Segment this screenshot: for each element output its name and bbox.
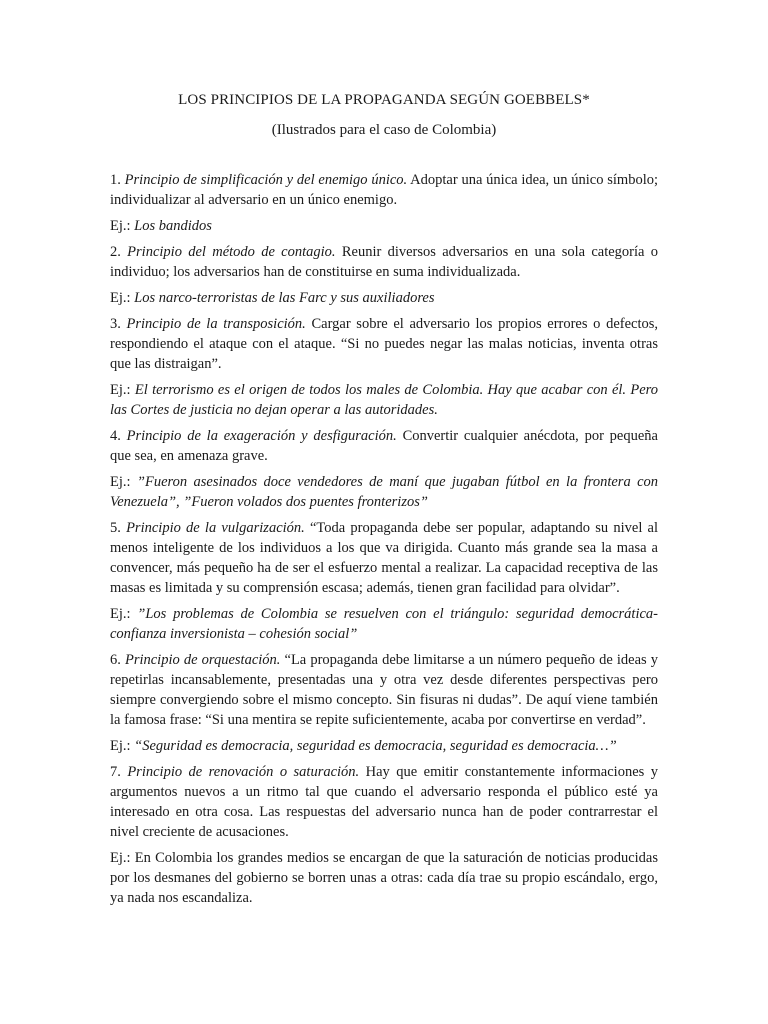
example-label: Ej.:: [110, 606, 138, 622]
example-label: Ej.:: [110, 218, 135, 234]
example-label: Ej.:: [110, 738, 135, 754]
principle-5: [110, 518, 658, 598]
example-3: [110, 380, 658, 420]
principle-2: [110, 242, 658, 282]
principle-4: [110, 426, 658, 466]
principle-number: 5.: [110, 520, 127, 536]
principle-text: Reunir diversos adversarios en una sola categoría o individuo; los adversarios han de constituirse en suma individualizada.: [110, 244, 659, 280]
principle-text: Cargar sobre el adversario los propios errores o defectos, respondiendo el ataque con el ataque. “Si no puedes negar las malas noticias, inventa otras que las distraigan”.: [110, 316, 658, 372]
principle-number: 6.: [110, 652, 125, 668]
principle-number: 4.: [110, 428, 127, 444]
principle-name: Principio de la exageración y desfiguración.: [126, 428, 397, 444]
principle-text: Convertir cualquier anécdota, por pequeña que sea, en amenaza grave.: [110, 428, 658, 464]
principle-name: Principio de la transposición.: [126, 316, 306, 332]
principle-text: Adoptar una única idea, un único símbolo; individualizar al adversario en un único enemigo.: [110, 172, 659, 208]
example-5: [110, 604, 658, 644]
example-4: [110, 472, 658, 512]
document-subtitle: (Ilustrados para el caso de Colombia): [271, 122, 497, 138]
example-text: ”Los problemas de Colombia se resuelven con el triángulo: seguridad democrática- confianza inversionista – cohesión social”: [110, 606, 658, 642]
principle-name: Principio de renovación o saturación.: [127, 764, 360, 780]
principle-number: 7.: [110, 764, 128, 780]
example-label: Ej.:: [110, 290, 135, 306]
principle-1: [110, 170, 658, 210]
example-text: El terrorismo es el origen de todos los males de Colombia. Hay que acabar con él. Pero las Cortes de justicia no dejan operar a las autoridades.: [110, 382, 659, 418]
principle-text: Hay que emitir constantemente informaciones y argumentos nuevos a un ritmo tal que cuando el adversario responda el público esté ya interesado en otra cosa. Las respuestas del adversario nunca han de poder contrarrestar el nivel creciente de acusaciones.: [110, 764, 658, 840]
example-7: [110, 848, 658, 908]
example-text: Los bandidos: [134, 218, 212, 234]
example-1: [110, 216, 658, 236]
principle-name: Principio de simplificación y del enemigo único.: [124, 172, 408, 188]
example-text: ”Fueron asesinados doce vendedores de maní que jugaban fútbol en la frontera con Venezuela”, ”Fueron volados dos puentes fronterizos”: [110, 474, 659, 510]
principle-3: [110, 314, 658, 374]
principle-name: Principio del método de contagio.: [127, 244, 336, 260]
principle-number: 2.: [110, 244, 128, 260]
document-title: LOS PRINCIPIOS DE LA PROPAGANDA SEGÚN GOEBBELS*: [178, 92, 590, 108]
principle-6: [110, 650, 658, 730]
principle-name: Principio de orquestación.: [124, 652, 281, 668]
principle-text: “La propaganda debe limitarse a un número pequeño de ideas y repetirlas incansablemente, presentadas una y otra vez desde diferentes perspectivas pero siempre convergiendo sobre el mismo concepto. Sin fisuras ni dudas”. De aquí viene también la famosa frase: “Si una mentira se repite suficientemente, acaba por convertirse en verdad”.: [110, 652, 658, 728]
principle-name: Principio de la vulgarización.: [126, 520, 305, 536]
principle-text: “Toda propaganda debe ser popular, adaptando su nivel al menos inteligente de los individuos a los que va dirigida. Cuanto más grande sea la masa a convencer, más pequeño ha de ser el esfuerzo mental a realizar. La capacidad receptiva de las masas es limitada y su comprensión escasa; además, tienen gran facilidad para olvidar”.: [110, 520, 659, 596]
principle-number: 3.: [110, 316, 127, 332]
example-label: Ej.:: [110, 382, 135, 398]
example-2: [110, 288, 658, 308]
principle-7: [110, 762, 658, 842]
example-text: En Colombia los grandes medios se encargan de que la saturación de noticias producidas por los desmanes del gobierno se borren unas a otras: cada día trae su propio escándalo, ergo, ya nada nos escandaliza.: [110, 850, 658, 906]
example-text: Los narco-terroristas de las Farc y sus auxiliadores: [134, 290, 435, 306]
example-label: Ej.:: [110, 474, 137, 490]
principle-number: 1.: [110, 172, 125, 188]
example-6: [110, 736, 658, 756]
example-label: Ej.:: [110, 850, 135, 866]
example-text: “Seguridad es democracia, seguridad es democracia, seguridad es democracia…”: [134, 738, 617, 754]
